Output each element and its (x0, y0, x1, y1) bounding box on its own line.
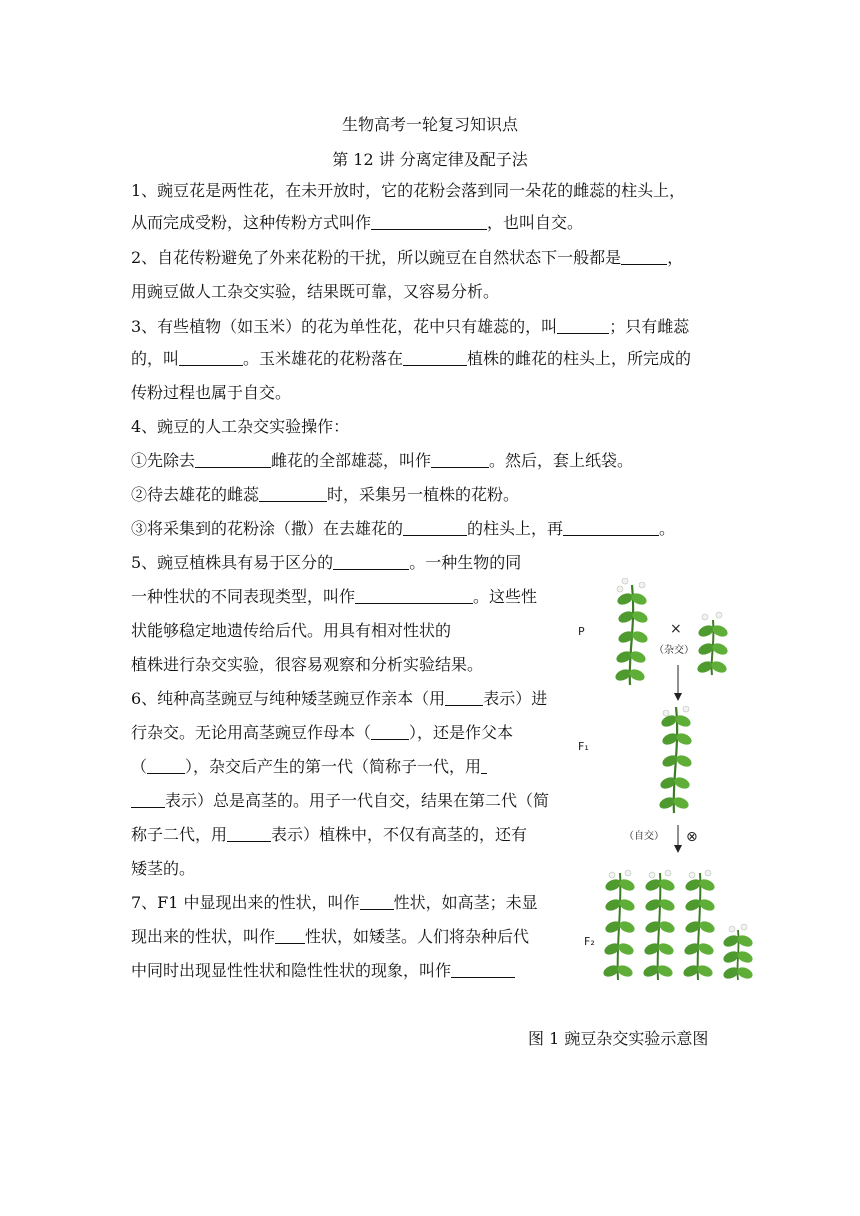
q4-heading: 4、豌豆的人工杂交实验操作： (131, 417, 350, 436)
document-title: 生物高考一轮复习知识点 (341, 115, 518, 134)
q3-line-1: 3、有些植物（如玉米）的花为单性花，花中只有雄蕊的，叫 ；只有雌蕊 (131, 317, 690, 336)
answer-blank[interactable] (445, 689, 483, 706)
self-cross-symbol: ⊗ (686, 829, 698, 845)
answer-blank[interactable] (131, 791, 165, 808)
answer-blank[interactable] (371, 213, 487, 230)
pea-cross-diagram (570, 575, 760, 995)
lesson-subtitle: 第 12 讲 分离定律及配子法 (332, 150, 528, 169)
q6-line-1: 6、纯种高茎豌豆与纯种矮茎豌豆作亲本（用 表示）进 (131, 689, 548, 708)
q6-line-3: （ ），杂交后产生的第一代（简称子一代，用 (131, 757, 487, 777)
f2-pea-plants-icon (602, 870, 755, 981)
cross-label: （杂交） (654, 645, 694, 656)
answer-blank[interactable] (431, 451, 489, 468)
q5-line-4: 植株进行杂交实验，很容易观察和分析实验结果。 (131, 655, 484, 674)
q7-line-2: 现出来的性状，叫作 性状，如矮茎。人们将杂种后代 (131, 927, 530, 946)
f1-pea-plant-icon (658, 706, 694, 813)
q3-line-2: 的，叫 。玉米雄花的花粉落在 植株的雌花的柱头上，所完成的 (131, 349, 692, 368)
f1-generation-label: F₁ (578, 740, 589, 753)
answer-blank[interactable] (355, 587, 473, 604)
answer-blank[interactable] (403, 519, 467, 536)
q4-step-2: ②待去雄花的雌蕊 时，采集另一植株的花粉。 (131, 485, 520, 504)
q1-line-1: 1、豌豆花是两性花，在未开放时，它的花粉会落到同一朵花的雌蕊的柱头上， (131, 181, 686, 200)
q3-line-3: 传粉过程也属于自交。 (131, 383, 292, 402)
answer-blank[interactable] (371, 723, 409, 740)
q5-line-1: 5、豌豆植株具有易于区分的 。一种生物的同 (131, 553, 522, 572)
answer-blank[interactable] (451, 961, 515, 978)
short-pea-plant-icon (696, 612, 730, 675)
q7-line-3: 中同时出现显性性状和隐性性状的现象，叫作 (131, 961, 515, 981)
self-cross-label: （自交） (624, 831, 664, 842)
q6-line-5: 称子二代，用 表示）植株中，不仅有高茎的，还有 (131, 825, 528, 844)
answer-blank[interactable] (360, 893, 394, 910)
answer-blank[interactable] (403, 349, 467, 366)
answer-blank[interactable] (259, 485, 327, 502)
answer-blank[interactable] (557, 317, 609, 334)
q6-line-6: 矮茎的。 (131, 859, 196, 878)
answer-blank[interactable] (275, 927, 305, 944)
q5-line-3: 状能够稳定地遗传给后代。用具有相对性状的 (131, 621, 452, 640)
figure-caption: 图 1 豌豆杂交实验示意图 (528, 1029, 709, 1048)
q5-line-2: 一种性状的不同表现类型，叫作 。这些性 (131, 587, 538, 606)
f2-generation-label: F₂ (584, 935, 595, 948)
p-generation-label: P (578, 625, 585, 638)
q6-line-4: 表示）总是高茎的。用子一代自交，结果在第二代（简 (131, 791, 549, 811)
q1-line-2: 从而完成受粉，这种传粉方式叫作 ，也叫自交。 (131, 213, 584, 232)
answer-blank[interactable] (621, 248, 667, 265)
answer-blank[interactable] (481, 757, 487, 774)
q4-step-1: ①先除去 雌花的全部雄蕊，叫作 。然后，套上纸袋。 (131, 451, 634, 470)
q2-line-2: 用豌豆做人工杂交实验，结果既可靠，又容易分析。 (131, 282, 500, 301)
answer-blank[interactable] (333, 553, 409, 570)
answer-blank[interactable] (227, 825, 271, 842)
answer-blank[interactable] (563, 519, 659, 536)
cross-symbol: × (670, 621, 682, 637)
answer-blank[interactable] (179, 349, 243, 366)
q6-line-2: 行杂交。无论用高茎豌豆作母本（ ），还是作父本 (131, 723, 514, 742)
q2-line-1: 2、自花传粉避免了外来花粉的干扰，所以豌豆在自然状态下一般都是 ， (131, 248, 684, 267)
tall-pea-plant-icon (614, 578, 650, 685)
q4-step-3: ③将采集到的花粉涂（撒）在去雄花的 的柱头上，再 。 (131, 519, 676, 538)
answer-blank[interactable] (147, 757, 185, 774)
q7-line-1: 7、F1 中显现出来的性状，叫作 性状，如高茎；未显 (131, 893, 538, 912)
answer-blank[interactable] (195, 451, 271, 468)
